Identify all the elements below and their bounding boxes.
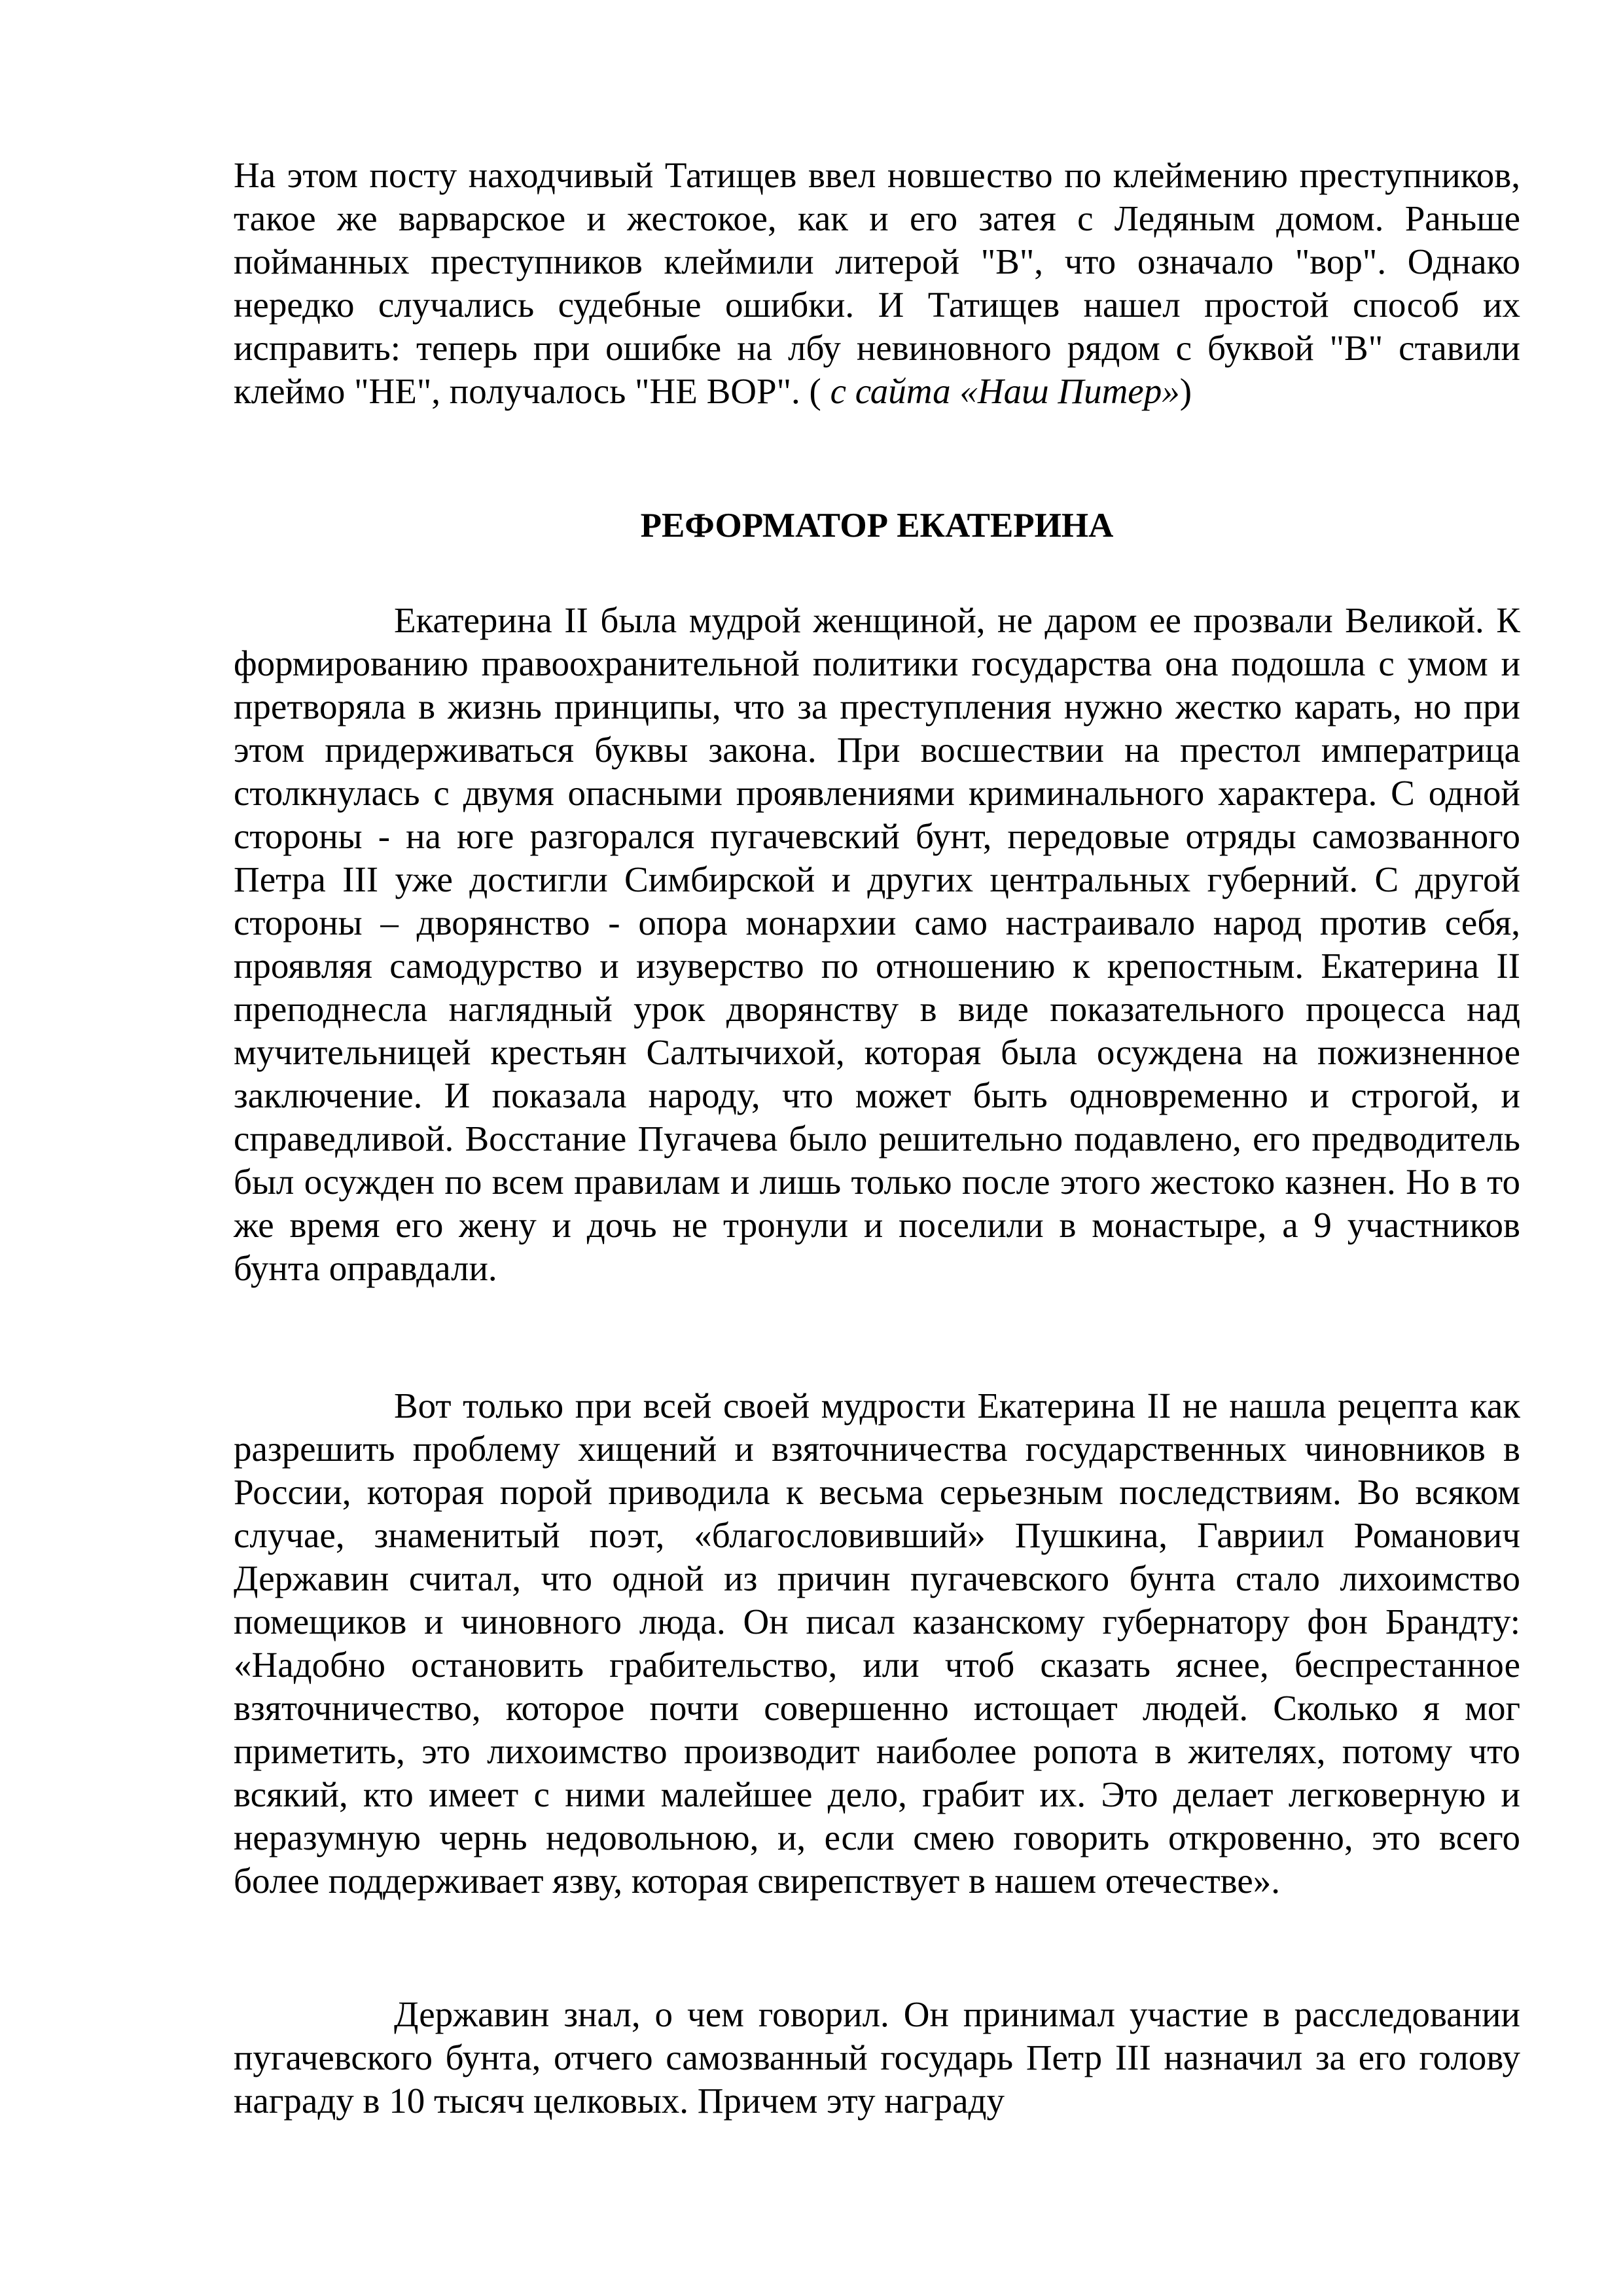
paragraph-text: Екатерина II была мудрой женщиной, не даром ее прозвали Великой. К формированию правоохранительной политики государства она подошла с умом и претворяла в жизнь принципы, что за преступления нужно жестко карать, но при этом придерживаться буквы закона. При восшествии на престол императрица столкнулась с двумя опасными проявлениями криминального характера. С одной стороны - на юге разгорался пугачевский бунт, передовые отряды самозванного Петра III уже достигли Симбирской и других центральных губерний. С другой стороны – дворянство - опора монархии само настраивало народ против себя, проявляя самодурство и изуверство по отношению к крепостным. Екатерина II преподнесла наглядный урок дворянству в виде показательного процесса над мучительницей крестьян Салтычихой, которая была осуждена на пожизненное заключение. И показала народу, что может быть одновременно и строгой, и справедливой. Восстание Пугачева было решительно подавлено, его предводитель был осужден по всем правилам и лишь только после этого жестоко казнен. Но в то же время его жену и дочь не тронули и поселили в монастыре, а 9 участников бунта оправдали. (234, 600, 1520, 1288)
body-paragraph-2 (234, 1384, 1520, 1903)
section-heading: РЕФОРМАТОР ЕКАТЕРИНА (640, 507, 1114, 545)
intro-text (234, 154, 1520, 413)
intro-closing: ) (1179, 371, 1192, 411)
paragraph-text: Державин знал, о чем говорил. Он принимал участие в расследовании пугачевского бунта, отчего самозванный государь Петр III назначил за его голову награду в 10 тысяч целковых. Причем эту награду (234, 1994, 1520, 2121)
source-citation: с сайта «Наш Питер» (830, 371, 1180, 411)
intro-paragraph (234, 154, 1520, 413)
body-paragraph-3 (234, 1993, 1520, 2123)
intro-body: На этом посту находчивый Татищев ввел новшество по клеймению преступников, такое же варварское и жестокое, как и его затея с Ледяным домом. Раньше пойманных преступников клеймили литерой "В", что означало "вор". Однако нередко случались судебные ошибки. И Татищев нашел простой способ их исправить: теперь при ошибке на лбу невиновного рядом с буквой "В" ставили клеймо "НЕ", получалось "НЕ ВОР". ( (234, 155, 1520, 411)
body-paragraph-1 (234, 599, 1520, 1290)
paragraph-text: Вот только при всей своей мудрости Екатерина II не нашла рецепта как разрешить проблему хищений и взяточничества государственных чиновников в России, которая порой приводила к весьма серьезным последствиям. Во всяком случае, знаменитый поэт, «благословивший» Пушкина, Гавриил Романович Державин считал, что одной из причин пугачевского бунта стало лихоимство помещиков и чиновного люда. Он писал казанскому губернатору фон Брандту: «Надобно остановить грабительство, или чтоб сказать яснее, беспрестанное взяточничество, которое почти совершенно истощает людей. Сколько я мог приметить, это лихоимство производит наиболее ропота в жителях, потому что всякий, кто имеет с ними малейшее дело, грабит их. Это делает легковерную и неразумную чернь недовольною, и, если смею говорить откровенно, это всего более поддерживает язву, которая свирепствует в нашем отечестве». (234, 1386, 1520, 1901)
